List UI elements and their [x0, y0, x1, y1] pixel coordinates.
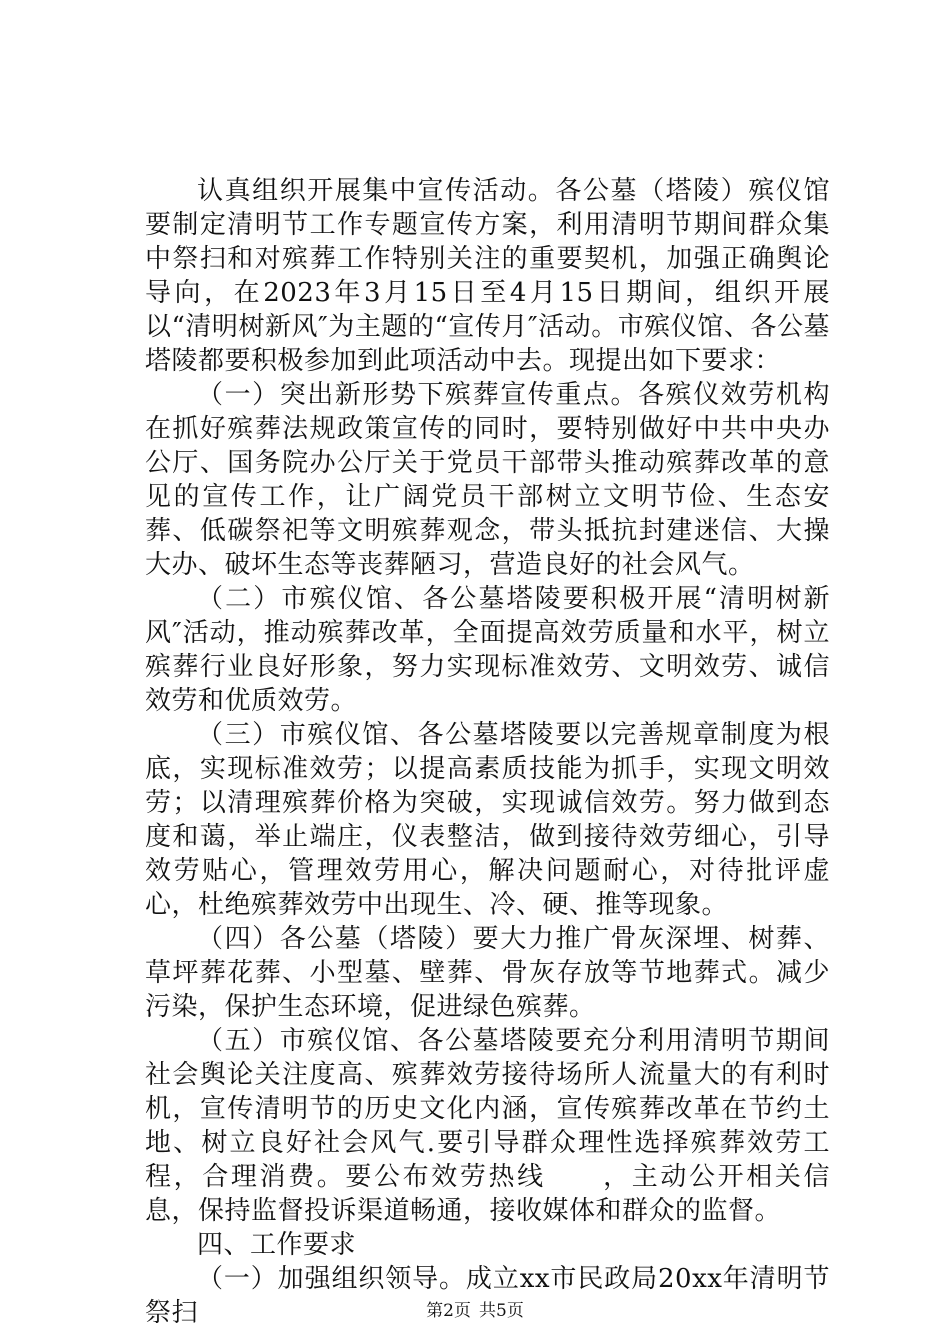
paragraph-intro: 认真组织开展集中宣传活动。各公墓（塔陵）殡仪馆要制定清明节工作专题宣传方案，利用清明节期间群众集中祭扫和对殡葬工作特别关注的重要契机，加强正确舆论导向，在2023年3月15日至4月15日期间，组织开展以“清明树新风″为主题的“宣传月″活动。市殡仪馆、各公墓塔陵都要积极参加到此项活动中去。现提出如下要求： — [145, 176, 830, 376]
page-number-current: 第2页 — [426, 1301, 471, 1321]
page-number-total: 共5页 — [479, 1301, 524, 1321]
paragraph-requirement-1: （一）加强组织领导。成立xx市民政局20xx年清明节祭扫 — [145, 1264, 830, 1328]
paragraph-item-1: （一）突出新形势下殡葬宣传重点。各殡仪效劳机构在抓好殡葬法规政策宣传的同时，要特别做好中共中央办公厅、国务院办公厅关于党员干部带头推动殡葬改革的意见的宣传工作，让广阔党员干部树立文明节俭、生态安葬、低碳祭祀等文明殡葬观念，带头抵抗封建迷信、大操大办、破坏生态等丧葬陋习，营造良好的社会风气。 — [145, 380, 830, 580]
paragraph-item-3: （三）市殡仪馆、各公墓塔陵要以完善规章制度为根底，实现标准效劳；以提高素质技能为抓手，实现文明效劳；以清理殡葬价格为突破，实现诚信效劳。努力做到态度和蔼，举止端庄，仪表整洁，做到接待效劳细心，引导效劳贴心，管理效劳用心，解决问题耐心，对待批评虚心，杜绝殡葬效劳中出现生、冷、硬、推等现象。 — [145, 720, 830, 920]
paragraph-item-4: （四）各公墓（塔陵）要大力推广骨灰深埋、树葬、草坪葬花葬、小型墓、壁葬、骨灰存放等节地葬式。减少污染，保护生态环境，促进绿色殡葬。 — [145, 924, 830, 1022]
document-body — [145, 174, 830, 1330]
paragraph-item-5: （五）市殡仪馆、各公墓塔陵要充分利用清明节期间社会舆论关注度高、殡葬效劳接待场所人流量大的有利时机，宣传清明节的历史文化内涵，宣传殡葬改革在节约土地、树立良好社会风气.要引导群众理性选择殡葬效劳工程，合理消费。要公布效劳热线 ，主动公开相关信息，保持监督投诉渠道畅通，接收媒体和群众的监督。 — [145, 1026, 830, 1226]
section-heading-work-requirements: 四、工作要求 — [197, 1230, 357, 1260]
paragraph-item-2: （二）市殡仪馆、各公墓塔陵要积极开展“清明树新风″活动，推动殡葬改革，全面提高效劳质量和水平，树立殡葬行业良好形象，努力实现标准效劳、文明效劳、诚信效劳和优质效劳。 — [145, 584, 830, 716]
page-footer — [0, 1300, 950, 1322]
